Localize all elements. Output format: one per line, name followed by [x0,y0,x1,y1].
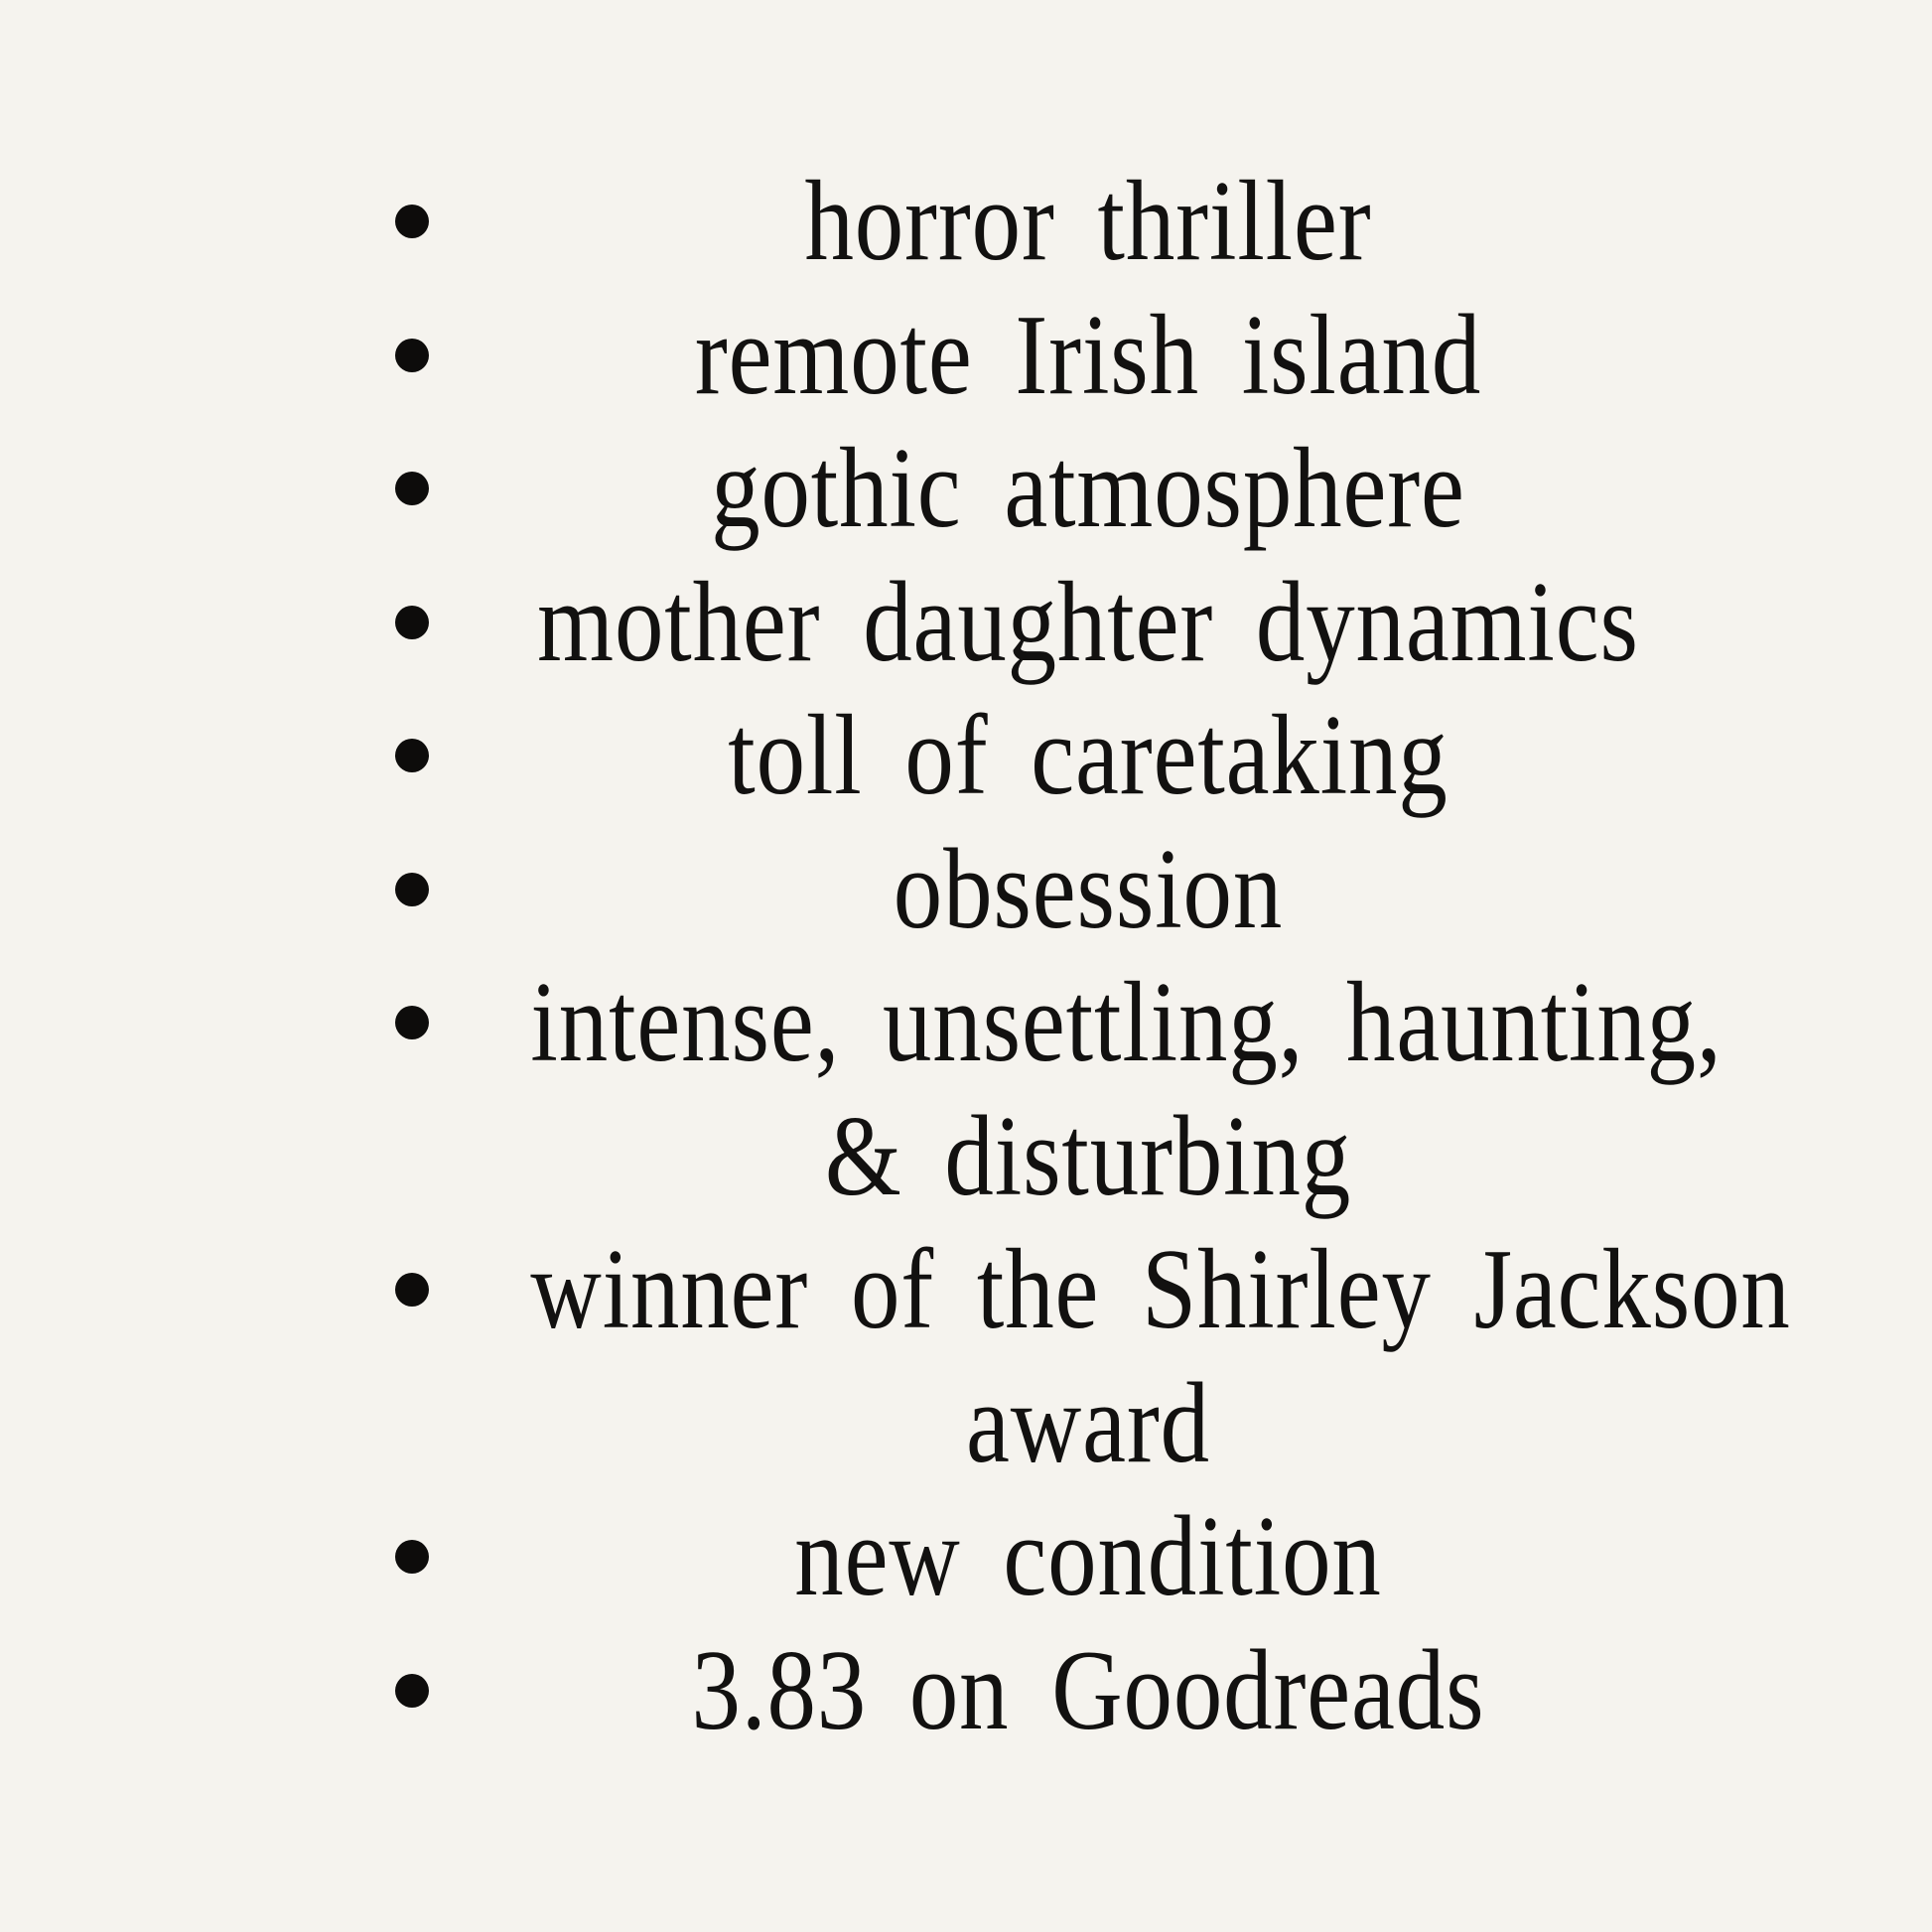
list-item-text: mother daughter dynamics [537,558,1639,685]
list-item-text: & disturbing [824,1092,1352,1219]
bullet-icon [395,606,429,639]
bullet-icon [395,739,429,772]
list-item-text: 3.83 on Goodreads [691,1626,1485,1753]
list-item-text-block [440,289,1736,423]
list-item [0,556,1932,690]
list-item-text-block [440,1490,1736,1624]
list-item-text-block [440,1624,1736,1758]
list-item [0,689,1932,823]
list-item-text-block [440,1223,1791,1490]
list-item [0,1490,1932,1624]
list-item-text-block [440,689,1736,823]
bullet-icon [395,873,429,906]
list-item-text: gothic atmosphere [711,425,1465,551]
list-item [0,823,1932,957]
list-item-text-block [440,155,1736,289]
list-item [0,155,1932,289]
bullet-icon [395,1540,429,1574]
bullet-icon [395,205,429,238]
bullet-icon [395,1273,429,1307]
list-item-text: obsession [893,825,1284,952]
list-item-text: winner of the Shirley Jackson [530,1226,1791,1352]
list-item-text-block [440,823,1736,957]
bullet-icon [395,1006,429,1039]
list-item [0,1624,1932,1758]
list-item [0,1223,1932,1490]
list-item-text: remote Irish island [694,291,1482,418]
list-item-text-block [440,956,1736,1223]
bullet-icon [395,1674,429,1708]
list-item-text: intense, unsettling, haunting, [530,959,1723,1085]
list-item-text-block [440,556,1736,690]
list-item [0,422,1932,556]
list-item-text: award [966,1359,1210,1486]
bullet-icon [395,472,429,505]
list-item [0,956,1932,1223]
list-item-text: toll of caretaking [728,692,1449,818]
list-item-text-block [440,422,1736,556]
list-item [0,289,1932,423]
bullet-icon [395,339,429,372]
list-item-text: horror thriller [804,158,1372,284]
list-item-text: new condition [794,1493,1382,1619]
